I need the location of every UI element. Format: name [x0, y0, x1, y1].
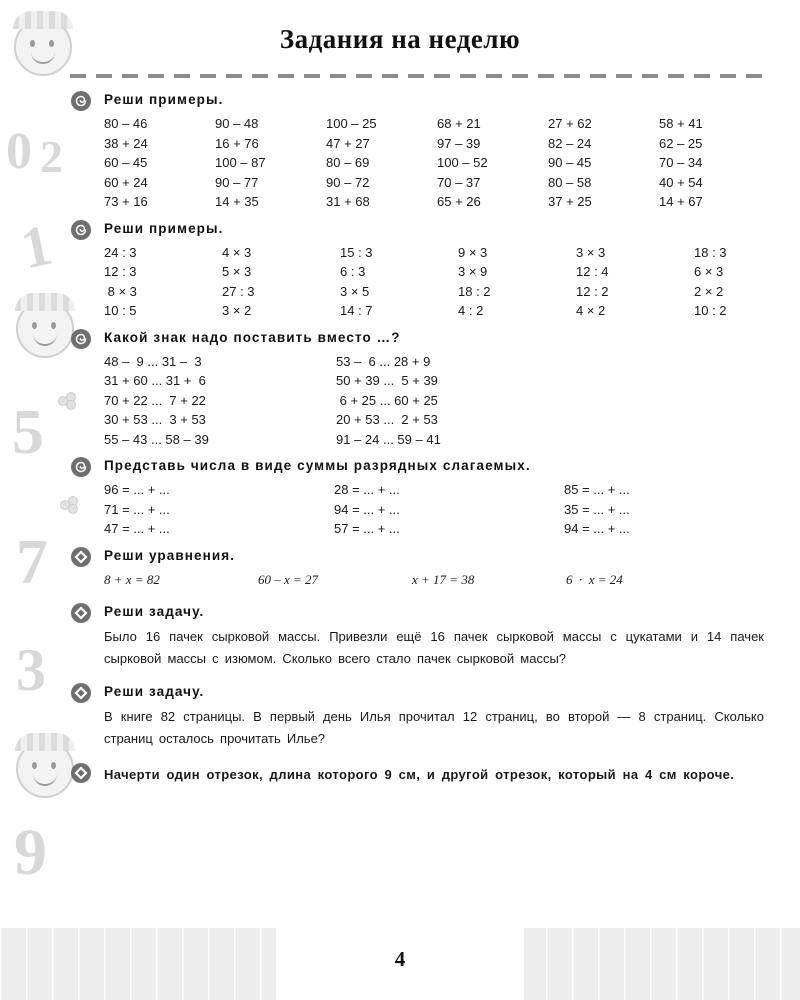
spiral-icon — [70, 90, 92, 112]
cell: 70 – 34 — [659, 155, 703, 170]
cell: 97 – 39 — [437, 135, 481, 151]
task-2-title: Реши примеры. — [104, 220, 224, 236]
cell: 62 – 25 — [659, 135, 703, 151]
cell: 68 + 21 — [437, 116, 481, 131]
cell: 37 + 25 — [548, 194, 592, 209]
cell: 47 + 27 — [326, 135, 370, 151]
task-3-title: Какой знак надо поставить вместо …? — [104, 329, 401, 345]
cell: 50 + 39 ... 5 + 39 — [336, 373, 438, 388]
cell: 3 × 5 — [340, 283, 370, 299]
cell: 80 – 46 — [104, 116, 148, 131]
cell: 85 = ... + ... — [564, 482, 630, 497]
task-3-rows — [104, 352, 774, 450]
cell: 100 – 87 — [215, 155, 266, 170]
cell: 65 + 26 — [437, 194, 481, 209]
decor-number-1: 1 — [15, 211, 58, 282]
task-7-text: В книге 82 страницы. В первый день Илья прочитал 12 страниц, во второй — 8 страниц. Сколько страниц осталось прочитать Илье? — [104, 708, 764, 746]
decor-number-3: 3 — [16, 637, 46, 703]
task-4 — [104, 458, 774, 539]
cell: 6 : 3 — [340, 264, 366, 279]
cell: 6 × 3 — [694, 264, 724, 279]
decor-number-0: 0 — [6, 123, 32, 180]
cell: 100 – 25 — [326, 116, 377, 131]
task-8 — [104, 764, 774, 786]
cell: 90 – 48 — [215, 116, 259, 131]
cell: 90 – 45 — [548, 155, 592, 170]
decor-number-5: 5 — [12, 396, 44, 467]
cell: 10 : 5 — [104, 303, 137, 318]
cell: 70 – 37 — [437, 174, 481, 190]
equation: 60 – x = 27 — [258, 571, 319, 587]
cell: 90 – 72 — [326, 174, 370, 190]
cell: 16 + 76 — [215, 135, 259, 151]
diamond-icon — [70, 762, 92, 784]
cell: 60 – 45 — [104, 155, 148, 170]
cell: 94 = ... + ... — [334, 501, 400, 517]
decorative-face-icon-2 — [16, 300, 74, 358]
cell: 12 : 2 — [576, 283, 609, 299]
task-5-equations — [104, 570, 774, 590]
task-6 — [104, 604, 774, 670]
cell: 24 : 3 — [104, 244, 137, 260]
cell: 28 = ... + ... — [334, 482, 400, 497]
cell: 80 – 69 — [326, 155, 370, 170]
cell: 53 – 6 ... 28 + 9 — [336, 353, 431, 369]
diamond-icon — [70, 602, 92, 624]
task-4-title: Представь числа в виде суммы разрядных слагаемых. — [104, 458, 531, 473]
cell: 31 + 68 — [326, 194, 370, 209]
decorative-face-icon-3 — [16, 740, 74, 798]
spiral-icon — [70, 328, 92, 350]
cell: 10 : 2 — [694, 303, 727, 318]
cell: 27 + 62 — [548, 116, 592, 131]
task-3 — [104, 330, 774, 450]
task-2-rows — [104, 243, 774, 321]
cell: 3 × 3 — [576, 244, 606, 260]
task-1-title: Реши примеры. — [104, 92, 224, 107]
cell: 58 + 41 — [659, 116, 703, 131]
cell: 96 = ... + ... — [104, 482, 170, 497]
page-number: 4 — [394, 947, 406, 971]
cell: 9 × 3 — [458, 244, 488, 260]
cell: 2 × 2 — [694, 283, 724, 299]
cell: 15 : 3 — [340, 244, 373, 260]
cell: 38 + 24 — [104, 135, 148, 151]
cell: 60 + 24 — [104, 174, 148, 190]
equation: 8 + x = 82 — [104, 571, 160, 587]
cell: 12 : 4 — [576, 264, 609, 279]
diamond-icon — [70, 682, 92, 704]
task-2 — [104, 221, 774, 321]
cell: 40 + 54 — [659, 174, 703, 190]
decor-number-2: 2 — [40, 131, 63, 182]
task-4-rows — [104, 480, 774, 539]
cell: 3 × 9 — [458, 264, 488, 279]
cell: 100 – 52 — [437, 155, 488, 170]
task-1-rows — [104, 114, 774, 212]
cell: 8 × 3 — [104, 283, 137, 299]
equation: 6 · x = 24 — [566, 571, 623, 587]
cell: 30 + 53 ... 3 + 53 — [104, 412, 206, 427]
flower-icon — [58, 392, 76, 410]
cell: 4 × 3 — [222, 244, 252, 260]
cell: 48 – 9 ... 31 – 3 — [104, 353, 202, 369]
cell: 4 : 2 — [458, 303, 484, 318]
task-6-text: Было 16 пачек сырковой массы. Привезли ещё 16 пачек сырковой массы с цукатами и 14 пачек сырковой массы с изюмом. Сколько всего стало пачек сырковой массы? — [104, 628, 764, 666]
cell: 80 – 58 — [548, 174, 592, 190]
cell: 35 = ... + ... — [564, 501, 630, 517]
cell: 90 – 77 — [215, 174, 259, 190]
cell: 4 × 2 — [576, 303, 606, 318]
cell: 5 × 3 — [222, 264, 252, 279]
cell: 18 : 2 — [458, 283, 491, 299]
cell: 31 + 60 ... 31 + 6 — [104, 373, 206, 388]
cell: 14 + 35 — [215, 194, 259, 209]
spiral-icon — [70, 219, 92, 241]
task-1 — [104, 92, 774, 212]
cell: 20 + 53 ... 2 + 53 — [336, 412, 438, 427]
page-title: Задания на неделю — [279, 24, 521, 54]
task-5 — [104, 548, 774, 590]
cell: 55 – 43 ... 58 – 39 — [104, 431, 209, 447]
cell: 57 = ... + ... — [334, 521, 400, 536]
decor-number-7: 7 — [16, 526, 48, 597]
task-list — [104, 92, 774, 795]
flower-icon-2 — [60, 496, 78, 514]
cell: 71 = ... + ... — [104, 501, 170, 517]
task-7-title: Реши задачу. — [104, 683, 205, 699]
cell: 82 – 24 — [548, 135, 592, 151]
task-7 — [104, 684, 774, 750]
cell: 12 : 3 — [104, 264, 137, 279]
task-5-title: Реши уравнения. — [104, 547, 236, 563]
spiral-icon — [70, 456, 92, 478]
equation: x + 17 = 38 — [412, 571, 475, 587]
cell: 94 = ... + ... — [564, 521, 630, 536]
cell: 14 + 67 — [659, 194, 703, 209]
cell: 14 : 7 — [340, 303, 373, 318]
cell: 73 + 16 — [104, 194, 148, 209]
cell: 91 – 24 ... 59 – 41 — [336, 431, 441, 447]
task-6-title: Реши задачу. — [104, 603, 205, 619]
cell: 3 × 2 — [222, 303, 252, 318]
cell: 27 : 3 — [222, 283, 255, 299]
task-8-text: Начерти один отрезок, длина которого 9 см, и другой отрезок, который на 4 см короче. — [104, 766, 735, 782]
diamond-icon — [70, 546, 92, 568]
decor-number-9: 9 — [14, 816, 47, 889]
header-divider — [70, 74, 770, 78]
cell: 6 + 25 ... 60 + 25 — [336, 392, 438, 408]
cell: 47 = ... + ... — [104, 521, 170, 536]
cell: 18 : 3 — [694, 244, 727, 260]
cell: 70 + 22 ... 7 + 22 — [104, 392, 206, 408]
